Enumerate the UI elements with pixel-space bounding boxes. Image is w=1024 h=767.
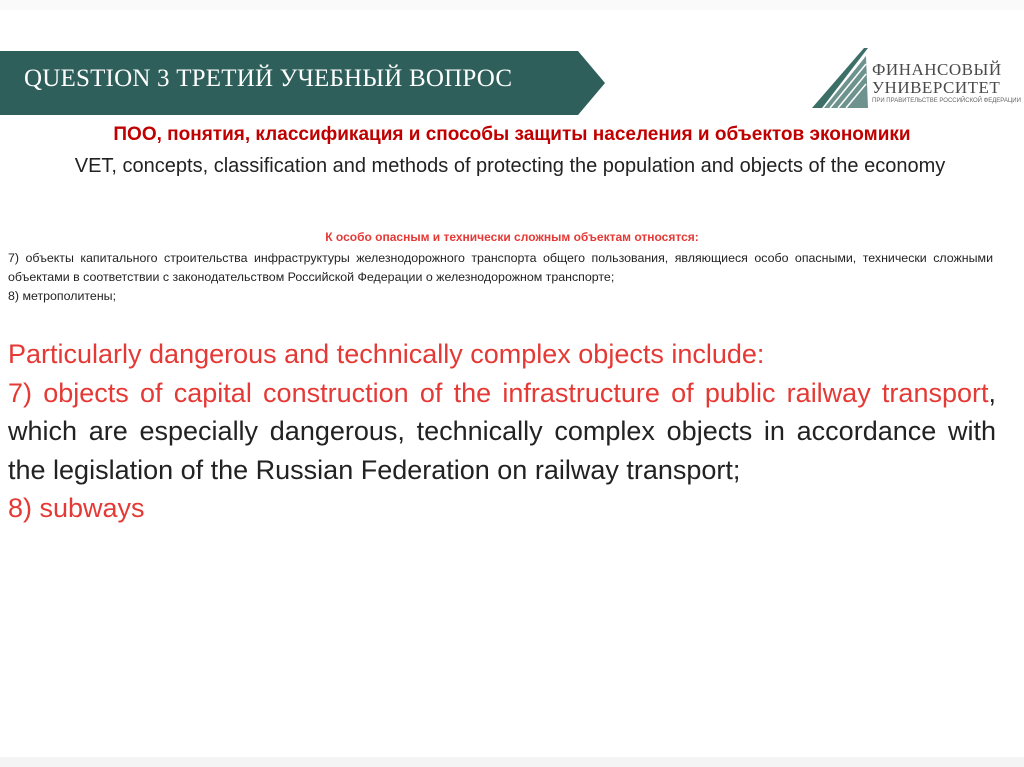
heading-russian: ПОО, понятия, классификация и способы защиты населения и объектов экономики [113, 124, 911, 145]
en-item-8: 8) subways [8, 493, 145, 523]
banner-title: QUESTION 3 ТРЕТИЙ УЧЕБНЫЙ ВОПРОС [24, 65, 513, 92]
ru-item-8: 8) метрополитены; [8, 289, 117, 303]
en-section-body [8, 335, 996, 528]
title-banner [0, 51, 605, 115]
logo-text-line1: ФИНАНСОВЫЙ [872, 60, 1002, 79]
page-bottom-edge [0, 757, 1024, 767]
heading-english: VET, concepts, classification and methods of protecting the population and objects of the economy [74, 155, 946, 177]
en-section-title: Particularly dangerous and technically complex objects include: [8, 339, 765, 369]
page-top-edge [0, 0, 1024, 10]
ru-item-7: 7) объекты капитального строительства инфраструктуры железнодорожного транспорта общего пользования, являющиеся особо опасными, технически сложными объектами в соответствии с законодательством Российской Федерации о железнодорожном транспорте; [8, 251, 993, 284]
en-item-7 [8, 374, 996, 490]
logo-emblem-icon [808, 46, 872, 112]
university-logo [808, 46, 1021, 112]
logo-text-line2: УНИВЕРСИТЕТ [872, 78, 1001, 97]
logo-text-line3: ПРИ ПРАВИТЕЛЬСТВЕ РОССИЙСКОЙ ФЕДЕРАЦИИ [872, 98, 1021, 104]
ru-section-body [8, 249, 993, 306]
en-item-7-rest: , which are especially dangerous, technically complex objects in accordance with the legislation of the Russian Federation on railway transport; [8, 377, 996, 485]
en-item-7-highlight: 7) objects of capital construction of the infrastructure of public railway transport [8, 377, 989, 408]
ru-section-title: К особо опасным и технически сложным объектам относятся: [325, 230, 699, 244]
